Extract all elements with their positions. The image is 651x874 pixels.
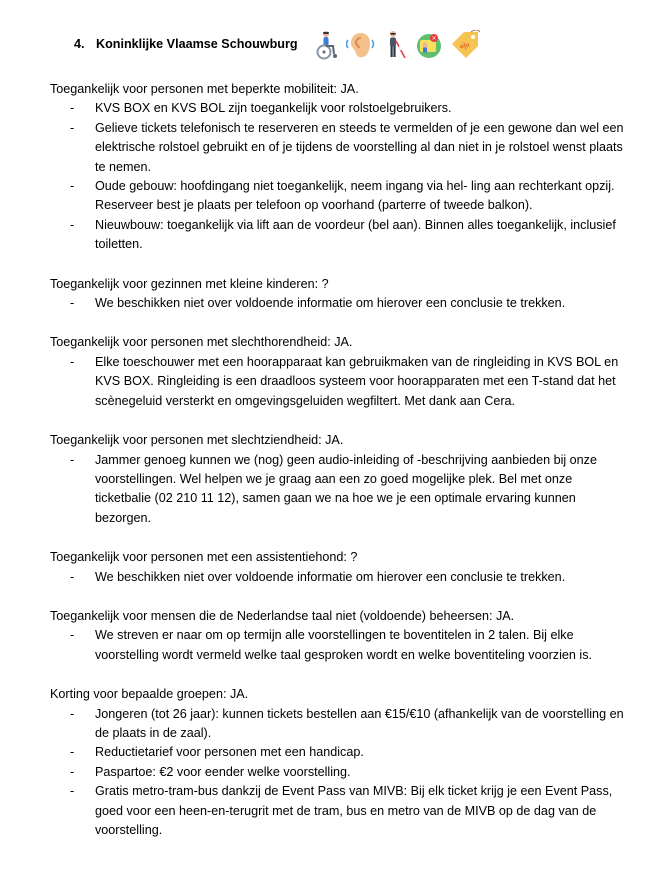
svg-text:×: × bbox=[431, 35, 437, 42]
dash-bullet: - bbox=[70, 764, 75, 779]
svg-text:%: % bbox=[458, 39, 472, 54]
section-assistance-dog bbox=[50, 548, 630, 587]
dash-bullet: - bbox=[70, 784, 75, 799]
section-families bbox=[50, 275, 630, 314]
list-item: - We streven er naar om op termijn alle voorstellingen te boventitelen in 2 talen. Bij elke voorstelling wordt vermeld welke taal gesproken wordt en welke boventiteling voorzien is. bbox=[70, 628, 593, 662]
dash-bullet: - bbox=[70, 101, 75, 116]
list-item: - Gelieve tickets telefonisch te reserveren en steeds te vermelden of je een gewone dan wel een elektrische rolstoel gebruikt en of je tijdens de voorstelling al dan niet in je rolstoel wenst plaats te nemen. bbox=[70, 120, 624, 174]
list-item: - Jongeren (tot 26 jaar): kunnen tickets bestellen aan €15/€10 (afhankelijk van de voorstelling en de plaats in de zaal). bbox=[70, 706, 624, 740]
dash-bullet: - bbox=[70, 354, 75, 369]
dash-bullet: - bbox=[70, 179, 75, 194]
hearing-icon bbox=[346, 30, 376, 60]
section-vision bbox=[50, 431, 630, 528]
list-item: - Gratis metro-tram-bus dankzij de Event Pass van MIVB: Bij elk ticket krijg je een Event Pass, goed voor een heen-en-terugrit met de tram, bus en metro van de MIVB op de dag van de voorstelling. bbox=[70, 784, 613, 837]
child-icon bbox=[414, 30, 444, 60]
document-heading bbox=[74, 20, 482, 70]
section-title: Toegankelijk voor personen met slechtziendheid: JA. bbox=[50, 433, 344, 448]
dash-bullet: - bbox=[70, 120, 75, 135]
list-item: - We beschikken niet over voldoende informatie om hierover een conclusie te trekken. bbox=[50, 568, 630, 587]
list-item: - Elke toeschouwer met een hoorapparaat kan gebruikmaken van de ringleiding in KVS BOL en KVS BOX. Ringleiding is een draadloos systeem voor hoorapparaten met een T-stand dat het scènegeluid versterkt en omgevingsgeluiden wegfiltert. Met dank aan Cera. bbox=[70, 354, 619, 408]
list-item: - We beschikken niet over voldoende informatie om hierover een conclusie te trekken. bbox=[50, 294, 630, 313]
list-item: - Jammer genoeg kunnen we (nog) geen audio-inleiding of -beschrijving aanbieden bij onze voorstellingen. Wel helpen we je graag aan een zo goed mogelijke plek. Bel met onze ticketbalie (02 210 11 12), samen gaan we na hoe we je een optimale ervaring kunnen bezorgen. bbox=[70, 452, 597, 525]
wheelchair-icon bbox=[312, 30, 342, 60]
list-item: - KVS BOX en KVS BOL zijn toegankelijk voor rolstoelgebruikers. bbox=[50, 99, 630, 118]
section-title: Toegankelijk voor personen met beperkte mobiliteit: JA. bbox=[50, 82, 359, 96]
dash-bullet: - bbox=[70, 452, 75, 467]
section-language bbox=[50, 607, 630, 665]
section-hearing bbox=[50, 333, 630, 411]
list-item: - Paspartoe: €2 voor eender welke voorstelling. bbox=[50, 763, 630, 782]
section-title: Toegankelijk voor personen met slechthorendheid: JA. bbox=[50, 335, 353, 350]
dash-bullet: - bbox=[70, 745, 75, 760]
document-body bbox=[50, 80, 630, 860]
blind-person-icon bbox=[380, 30, 410, 60]
dash-bullet: - bbox=[70, 706, 75, 721]
section-discounts bbox=[50, 685, 630, 840]
discount-tag-icon bbox=[448, 30, 482, 60]
section-title: Toegankelijk voor gezinnen met kleine kinderen: ? bbox=[50, 276, 329, 291]
dash-bullet: - bbox=[70, 569, 75, 584]
section-title: Korting voor bepaalde groepen: JA. bbox=[50, 687, 249, 702]
section-title: Toegankelijk voor mensen die de Nederlandse taal niet (voldoende) beheersen: JA. bbox=[50, 608, 515, 623]
list-item: - Oude gebouw: hoofdingang niet toegankelijk, neem ingang via hel- ling aan rechterkant opzij. Reserveer best je plaats per telefoon op voorhand (parterre of tweede balkon). bbox=[70, 179, 615, 213]
dash-bullet: - bbox=[70, 296, 75, 311]
section-mobility bbox=[50, 80, 630, 255]
section-title: Toegankelijk voor personen met een assistentiehond: ? bbox=[50, 550, 358, 565]
list-item: - Reductietarief voor personen met een handicap. bbox=[50, 743, 630, 762]
dash-bullet: - bbox=[70, 628, 75, 643]
dash-bullet: - bbox=[70, 217, 75, 232]
list-item: - Nieuwbouw: toegankelijk via lift aan de voordeur (bel aan). Binnen alles toegankelijk, inclusief toiletten. bbox=[70, 217, 616, 252]
heading-title: Koninklijke Vlaamse Schouwburg bbox=[96, 37, 298, 52]
heading-number: 4. bbox=[74, 37, 85, 52]
accessibility-icons bbox=[312, 30, 482, 60]
